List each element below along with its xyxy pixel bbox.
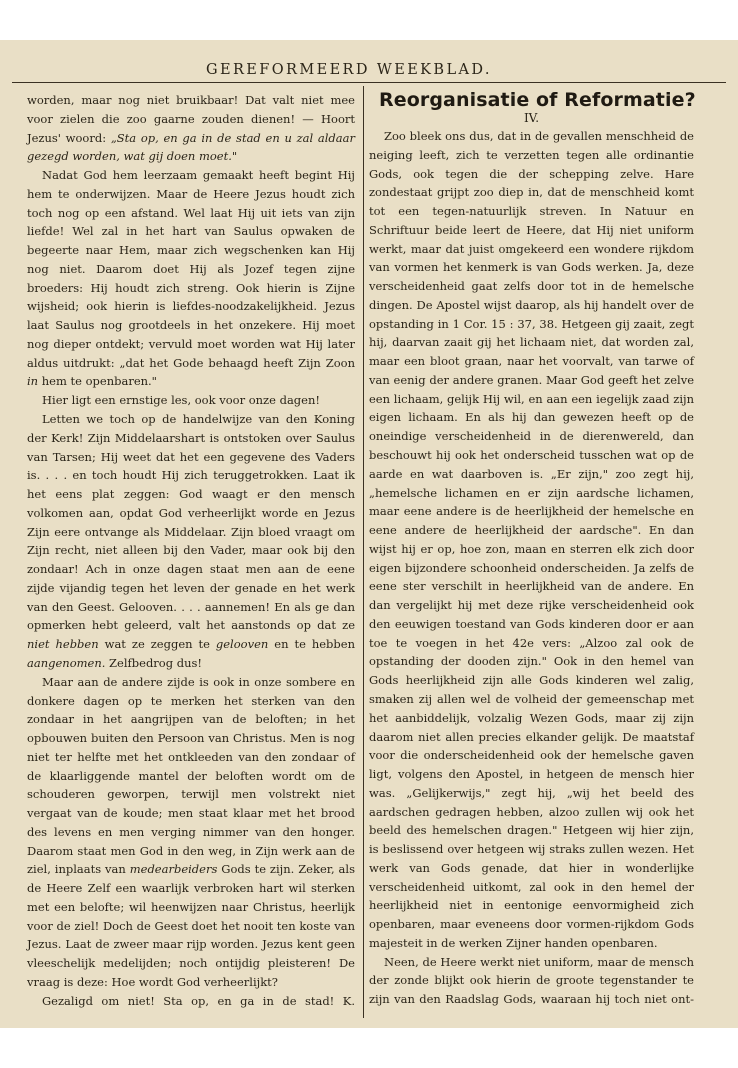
paragraph: Zoo bleek ons dus, dat in de gevallen menschheid de neiging leeft, zich te verzetten tegen alle ordinantie Gods, ook tegen die der schepping zelve. Hare zondestaat grijpt zoo diep in, dat de menschheid komt tot een tegen-natuurlijk streven. In Natuur en Schriftuur beide leert de Heere, dat Hij niet uniform werkt, maar dat juist omgekeerd een wondere rijkdom van vormen het kenmerk is van Gods werken. Ja, deze verscheidenheid gaat zelfs door tot in de hemelsche dingen. De Apostel wijst daarop, als hij handelt over de opstanding in 1 Cor. 15 : 37, 38. Hetgeen gij zaait, zegt hij, daarvan zaait gij het lichaam niet, dat worden zal, maar een bloot graan, naar het voorvalt, van tarwe of van eenig der andere granen. Maar God geeft het zelve een lichaam, gelijk Hij wil, en aan een iegelijk zaad zijn eigen lichaam. En als hij dan gewezen heeft op de oneindige verscheidenheid in de dierenwereld, dan beschouwt hij ook het onderscheid tusschen wat op de aarde en wat daarboven is. „Er zijn," zoo zegt hij, „hemelsche lichamen en er zijn aardsche lichamen, maar eene andere is de heerlijkheid der hemelsche en eene andere de heerlijkheid der aardsche". En dan wijst hij er op, hoe zon, maan en sterren elk zich door eigen bijzondere schoonheid onderscheiden. Ja zelfs de eene ster verschilt in heerlijkheid van de andere. En dan vergelijkt hij met deze rijke verscheidenheid ook den eeuwigen toestand van Gods kinderen door er aan toe te voegen in het 42e vers: „Alzoo zal ook de opstanding der dooden zijn." Ook in den hemel van Gods heerlijkheid zijn alle Gods kinderen wel zalig, smaken zij allen wel de volheid der gemeenschap met het aanbiddelijk, volzalig Wezen Gods, maar zij zijn daarom niet allen precies elkander gelijk. De maatstaf voor die onderscheidenheid ook der hemelsche gaven ligt, volgens den Apostel, in hetgeen de mensch hier was. „Gelijkerwijs," zegt hij, „wij het beeld des aardschen gedragen hebben, alzoo zullen wij ook het beeld des hemelschen dragen." Hetgeen wij hier zijn, is beslissend over hetgeen wij straks zullen wezen. Het werk van Gods genade, dat hier in wonderlijke verscheidenheid uitkomt, zal ook in den hemel der heerlijkheid niet in eentonige eenvormigheid zich openbaren, maar eveneens door vormen-rijkdom Gods majesteit in de werken Zijner handen openbaren. bbox=[369, 129, 694, 950]
masthead-title: GEREFORMEERD WEEKBLAD. bbox=[206, 62, 492, 78]
paragraph: Letten we toch op de handelwijze van den Koning der Kerk! Zijn Middelaarshart is ontstoken over Saulus van Tarsen; Hij weet dat het een gegevene des Vaders is. . . . en toch houdt Hij zich teruggetrokken. Laat ik het eens plat zeggen: God waagt er den mensch volkomen aan, opdat God verheerlijkt worde en Jezus Zijn eere ontvange als Middelaar. Zijn bloed vraagt om Zijn recht, niet alleen bij den Vader, maar ook bij den zondaar! Ach in onze dagen staat men aan de eene zijde vijandig tegen het leven der genade en het werk van den Geest. Gelooven. . . . aannemen! En als ge dan opmerken hebt geleerd, valt het aanstonds op dat ze niet hebben wat ze zeggen te gelooven en te hebben aangenomen. Zelfbedrog dus! bbox=[27, 412, 355, 670]
paragraph: Nadat God hem leerzaam gemaakt heeft begint Hij hem te onderwijzen. Maar de Heere Jezus houdt zich toch nog op een afstand. Wel laat Hij uit iets van zijn liefde! Wel zal in het hart van Saulus opwaken de begeerte naar Hem, maar zich wegschenken kan Hij nog niet. Daarom doet Hij als Jozef tegen zijne broeders: Hij houdt zich streng. Ook hierin is Zijne wijsheid; ook hierin is liefdes-noodzakelijkheid. Jezus laat Saulus nog grootdeels in het onzekere. Hij moet nog dieper ontdekt; vervuld moet worden wat Hij later aldus uitdrukt: „dat het Gode behaagd heeft Zijn Zoon in hem te openbaren." bbox=[27, 168, 355, 389]
left-column bbox=[27, 91, 355, 1011]
article-title: Reorganisatie of Reformatie? bbox=[379, 89, 696, 111]
right-column bbox=[369, 86, 694, 1009]
paragraph: Maar aan de andere zijde is ook in onze sombere en donkere dagen op te merken het sterken van den zondaar in het aangrijpen van de beloften; in het opbouwen buiten den Persoon van Christus. Men is nog niet ter helfte met het ontkleeden van den zondaar of de klaarliggende mantel der beloften wordt om de schouderen geworpen, terwijl men volstrekt niet vergaat van de koude; men staat klaar met het brood des levens en men verging nimmer van den honger. Daarom staat men God in den weg, in Zijn werk aan de ziel, inplaats van medearbeiders Gods te zijn. Zeker, als de Heere Zelf een waarlijk verbroken hart wil sterken met een belofte; wil heenwijzen naar Christus, heerlijk voor de ziel! Doch de Geest doet het nooit ten koste van Jezus. Laat de zweer maar rijp worden. Jezus kent geen vleeschelijk medelijden; noch ontijdig pleisteren! De vraag is deze: Hoe wordt God verheerlijkt? bbox=[27, 674, 355, 989]
signature: K. bbox=[342, 993, 356, 1008]
closing-line: Gezaligd om niet! Sta op, en ga in de stad! K. bbox=[42, 993, 356, 1008]
paragraph: worden, maar nog niet bruikbaar! Dat valt niet mee voor zielen die zoo gaarne zouden dienen! — Hoort Jezus' woord: „Sta op, en ga in de stad en u zal aldaar gezegd worden, wat gij doen moet." bbox=[27, 93, 355, 164]
column-divider bbox=[363, 86, 364, 1018]
paragraph: Neen, de Heere werkt niet uniform, maar de mensch der zonde blijkt ook hierin de groote tegenstander te zijn van den Raadslag Gods, waaraan hij toch niet ont- bbox=[369, 954, 694, 1007]
article-part-number: IV. bbox=[523, 111, 540, 125]
newspaper-page bbox=[0, 40, 738, 1028]
header-rule bbox=[12, 82, 726, 83]
paragraph: Hier ligt een ernstige les, ook voor onze dagen! bbox=[42, 393, 320, 408]
